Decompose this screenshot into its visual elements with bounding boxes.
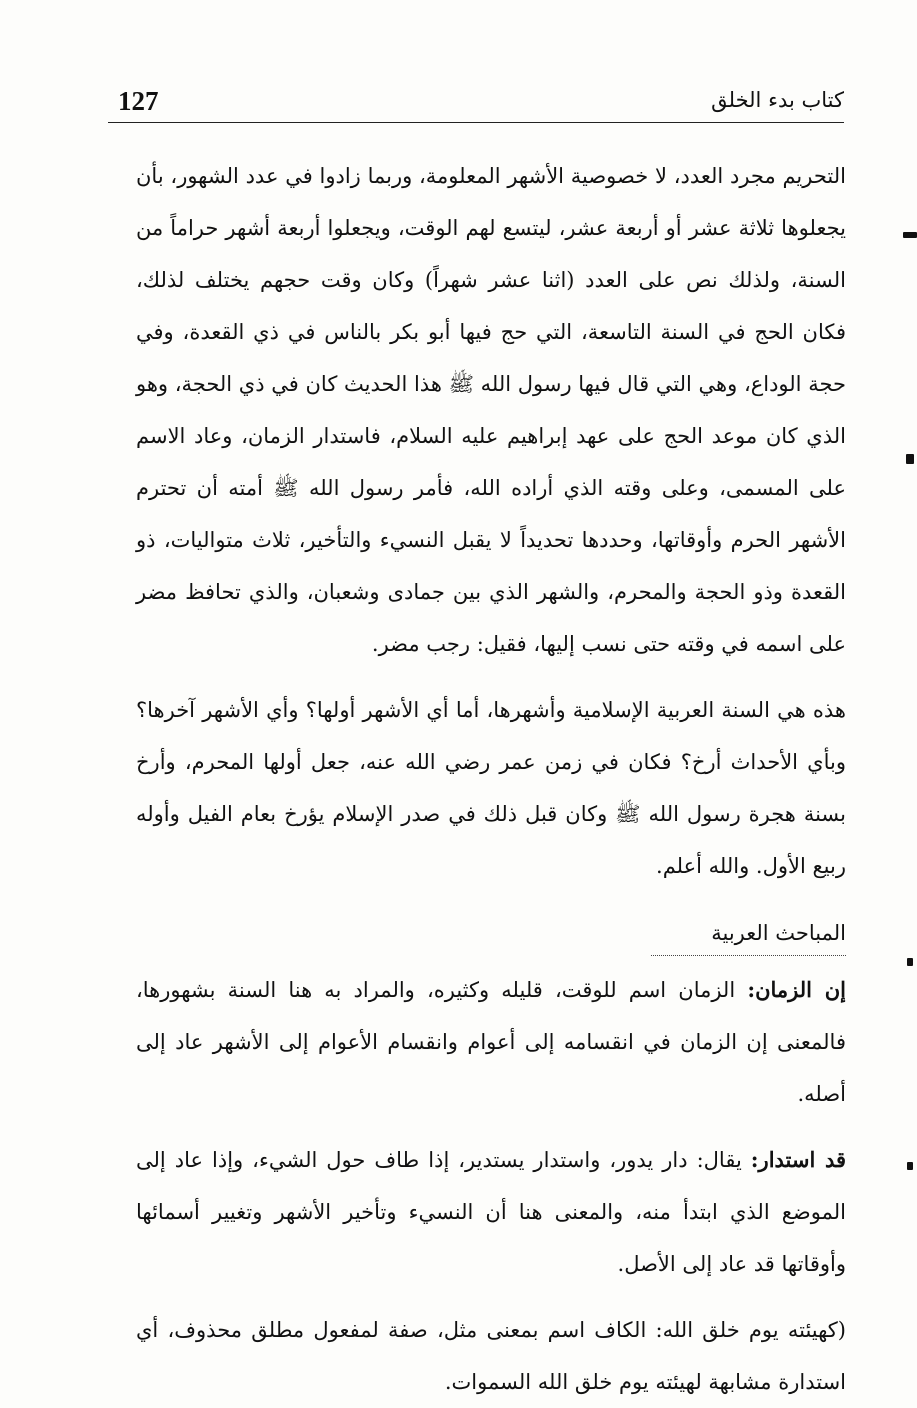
glossary-entry xyxy=(136,1134,846,1290)
glossary-term: إن الزمان: xyxy=(747,977,846,1002)
page-header xyxy=(108,78,844,123)
glossary-text: (كهيئته يوم خلق الله: الكاف اسم بمعنى مثل، صفة لمفعول مطلق محذوف، أي استدارة مشابهة لهيئته يوم خلق الله السموات. xyxy=(136,1318,846,1394)
page-number: 127 xyxy=(118,86,159,116)
paragraph: التحريم مجرد العدد، لا خصوصية الأشهر المعلومة، وربما زادوا في عدد الشهور، بأن يجعلوها ثلاثة عشر أو أربعة عشر، ليتسع لهم الوقت، ويجعلوا أربعة أشهر حراماً من السنة، ولذلك نص على العدد (اثنا عشر شهراً) وكان وقت حجهم يختلف لذلك، فكان الحج في السنة التاسعة، التي حج فيها أبو بكر بالناس في ذي القعدة، وفي حجة الوداع، وهي التي قال فيها رسول الله ﷺ هذا الحديث كان في ذي الحجة، وهو الذي كان موعد الحج على عهد إبراهيم عليه السلام، فاستدار الزمان، وعاد الاسم على المسمى، وعلى وقته الذي أراده الله، فأمر رسول الله ﷺ أمته أن تحترم الأشهر الحرم وأوقاتها، وحددها تحديداً لا يقبل النسيء والتأخير، ثلاث متواليات، ذو القعدة وذو الحجة والمحرم، والشهر الذي بين جمادى وشعبان، والذي تحافظ مضر على اسمه في وقته حتى نسب إليها، فقيل: رجب مضر. xyxy=(136,164,846,656)
margin-mark xyxy=(907,958,913,966)
paragraph: هذه هي السنة العربية الإسلامية وأشهرها، أما أي الأشهر أولها؟ وأي الأشهر آخرها؟ وبأي الأحداث أرخ؟ فكان في زمن عمر رضي الله عنه، جعل أولها المحرم، وأرخ بسنة هجرة رسول الله ﷺ وكان قبل ذلك في صدر الإسلام يؤرخ بعام الفيل وأوله ربيع الأول. والله أعلم. xyxy=(136,698,846,878)
glossary-term: قد استدار: xyxy=(750,1147,847,1172)
section-heading xyxy=(136,908,846,958)
margin-mark xyxy=(907,1162,913,1170)
section-heading-text: المباحث العربية xyxy=(651,911,846,956)
glossary-entry xyxy=(136,964,846,1120)
glossary-entry xyxy=(136,1304,846,1408)
margin-mark xyxy=(906,454,914,464)
glossary-text: الزمان اسم للوقت، قليله وكثيره، والمراد به هنا السنة بشهورها، فالمعنى إن الزمان في انقسامه إلى أعوام وانقسام الأعوام إلى الأشهر عاد إلى أصله. xyxy=(136,978,846,1106)
glossary-text: يقال: دار يدور، واستدار يستدير، إذا طاف حول الشيء، وإذا عاد إلى الموضع الذي ابتدأ منه، والمعنى هنا أن النسيء وتأخير الأشهر وتغيير أسمائها وأوقاتها قد عاد إلى الأصل. xyxy=(136,1148,846,1276)
running-title: كتاب بدء الخلق xyxy=(711,88,844,112)
margin-mark xyxy=(903,232,917,238)
body-text xyxy=(136,150,846,1408)
